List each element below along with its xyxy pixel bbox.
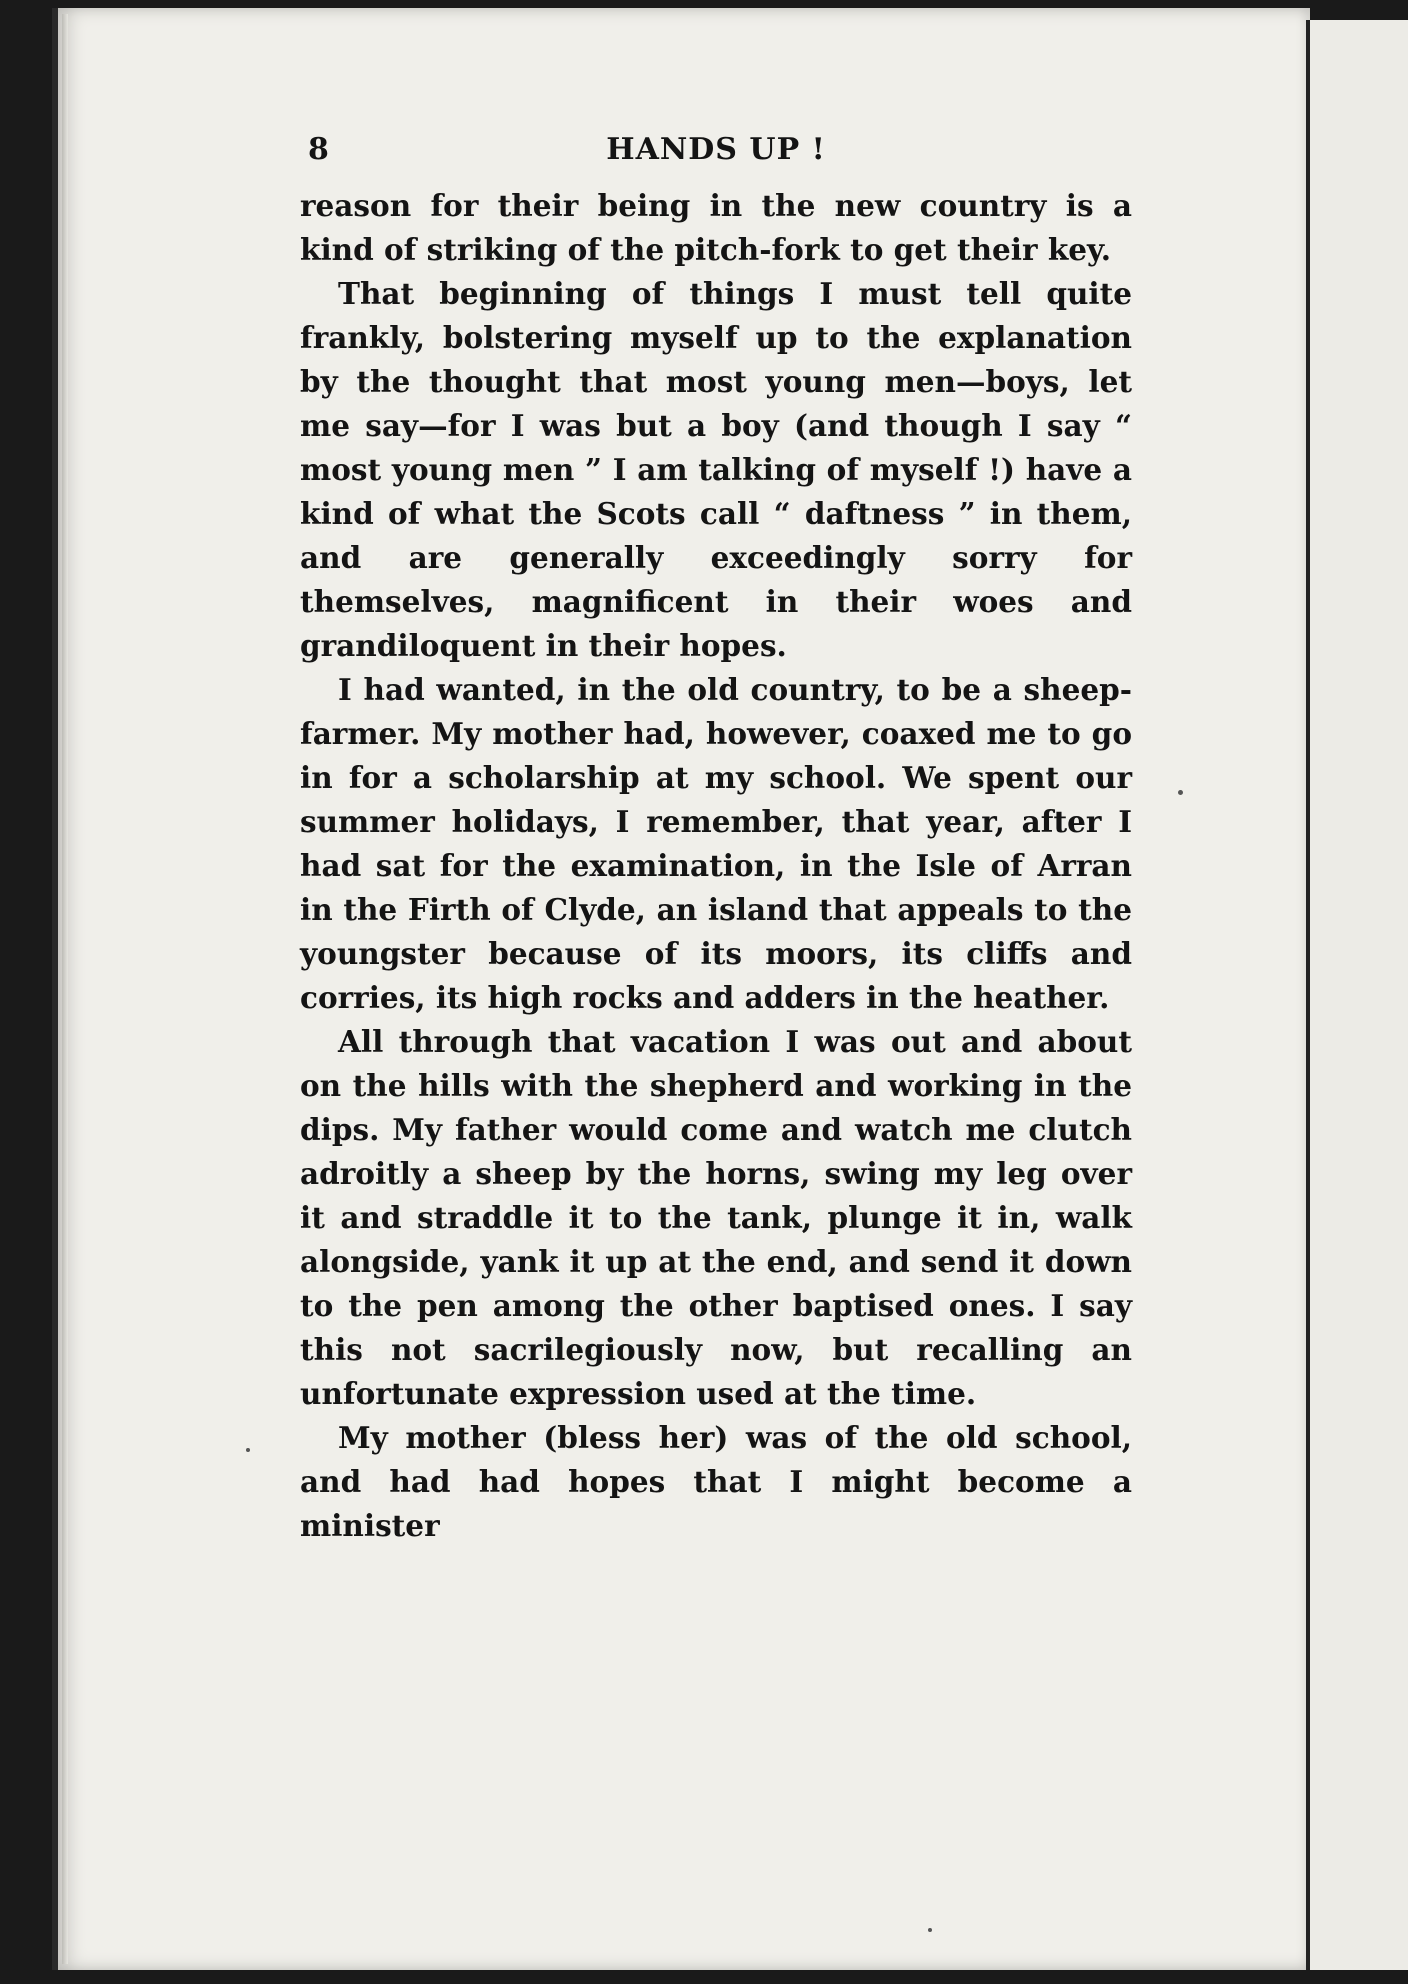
dust-speck (246, 1448, 250, 1452)
page-edge-shadow (62, 14, 68, 1964)
running-head (300, 124, 1132, 184)
dust-speck (928, 1928, 932, 1932)
running-title: HANDS UP ! (606, 132, 826, 167)
page-number: 8 (308, 132, 330, 167)
paragraph: All through that vacation I was out and about on the hills with the shepherd and working in the dips. My father would come and watch me clutch adroitly a sheep by the horns, swing my leg over it and straddle it to the tank, plunge it in, walk alongside, yank it up at the end, and send it down to the pen among the other baptised ones. I say this not sacrilegiously now, but recalling an unfortunate expression used at the time. (300, 1024, 1132, 1411)
paragraph: I had wanted, in the old country, to be a sheep-farmer. My mother had, however, coaxed me to go in for a scholarship at my school. We spent our summer holidays, I remember, that year, after I had sat for the examination, in the Isle of Arran in the Firth of Clyde, an island that appeals to the youngster because of its moors, its cliffs and corries, its high rocks and adders in the heather. (300, 672, 1132, 1015)
paragraph: That beginning of things I must tell quite frankly, bolstering myself up to the explanation by the thought that most young men—boys, let me say—for I was but a boy (and though I say “ most young men ” I am talking of myself !) have a kind of what the Scots call “ daftness ” in them, and are generally exceedingly sorry for themselves, magnificent in their woes and grandiloquent in their hopes. (300, 276, 1132, 663)
paragraph: My mother (bless her) was of the old school, and had had hopes that I might become a minister (300, 1420, 1132, 1543)
dust-speck (1178, 790, 1183, 795)
adjacent-page-edge (1306, 20, 1408, 1970)
paragraph-continued: reason for their being in the new country is a kind of striking of the pitch-fork to get their key. (300, 188, 1132, 267)
text-block (300, 124, 1132, 1548)
